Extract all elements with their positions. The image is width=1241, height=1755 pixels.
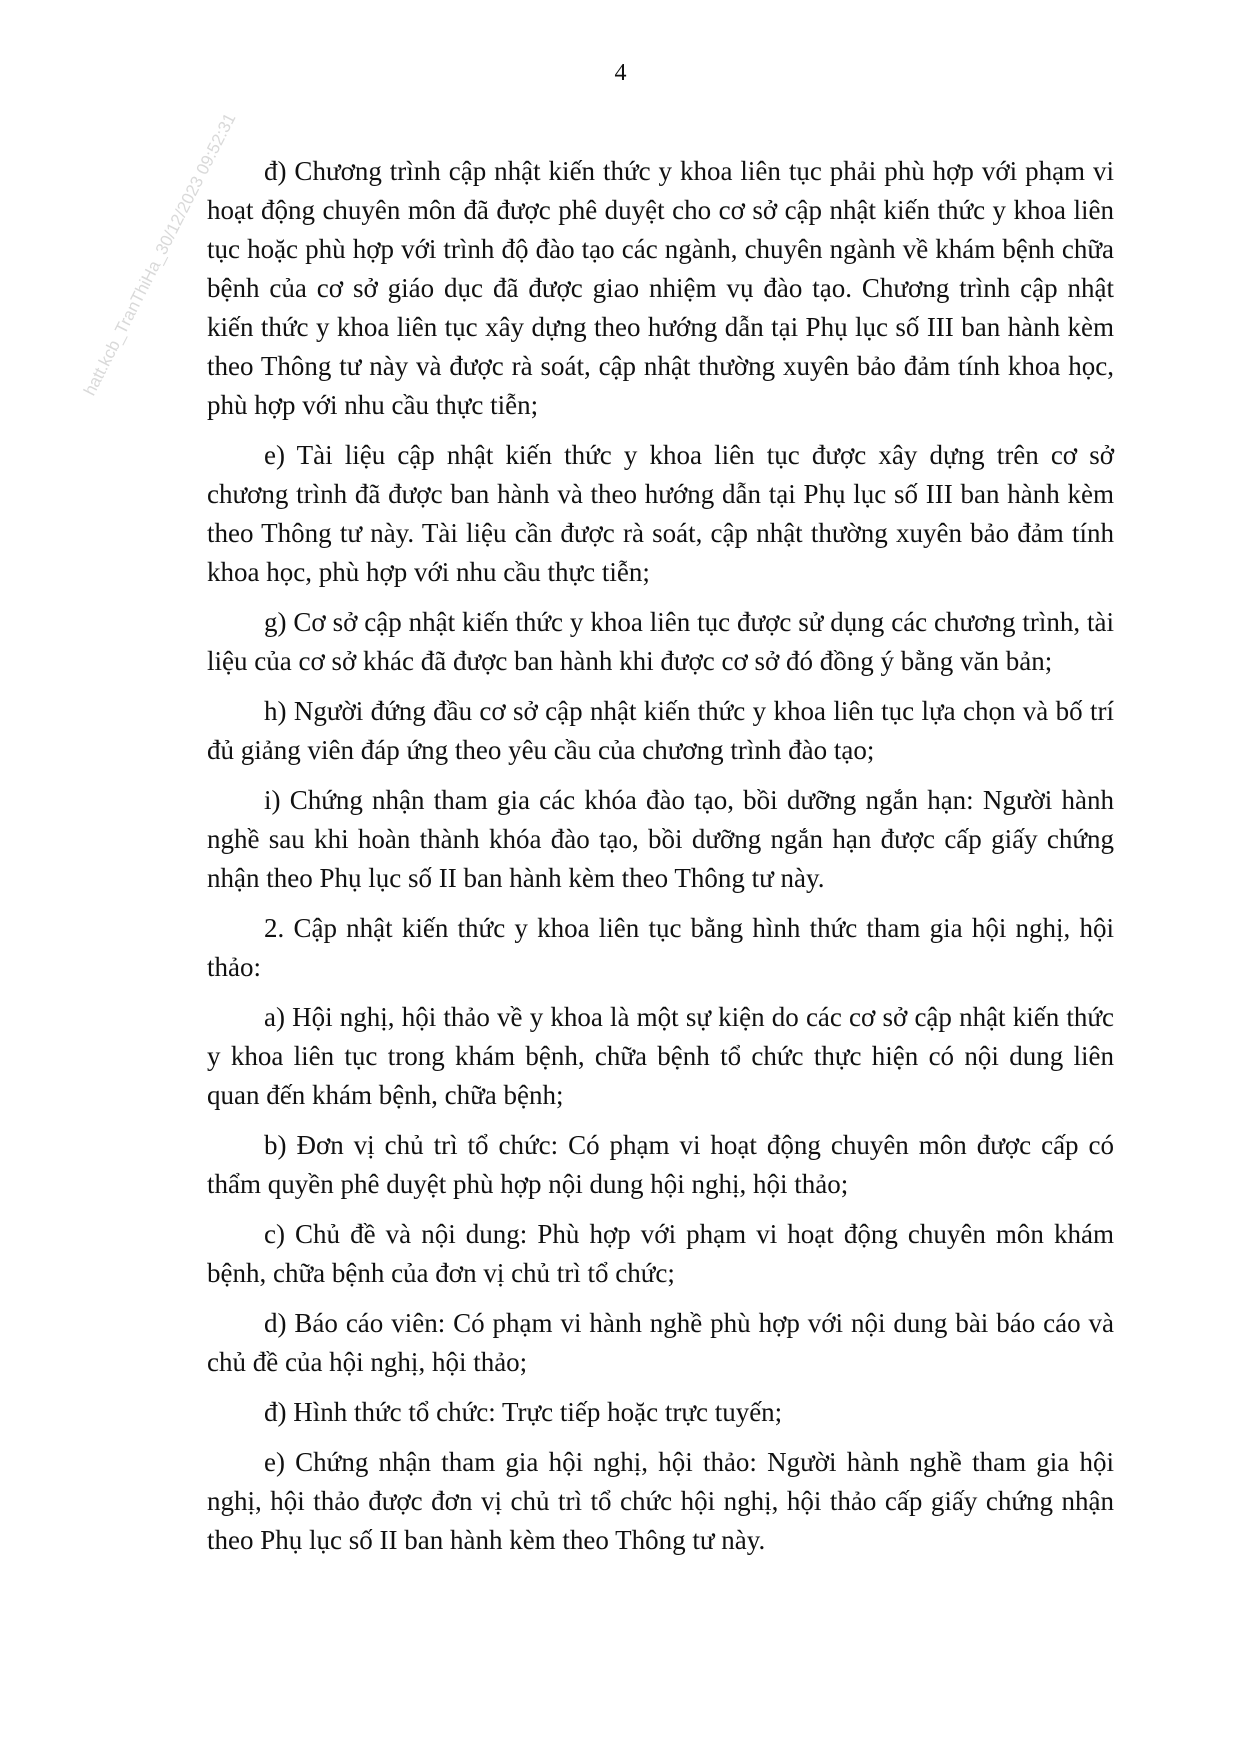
paragraph-i-certificate: i) Chứng nhận tham gia các khóa đào tạo, bồi dưỡng ngắn hạn: Người hành nghề sau khi hoàn thành khóa đào tạo, bồi dưỡng ngắn hạn được cấp giấy chứng nhận theo Phụ lục số II ban hành kèm theo Thông tư này. (207, 785, 1114, 893)
paragraph-e-conference-certificate: e) Chứng nhận tham gia hội nghị, hội thảo: Người hành nghề tham gia hội nghị, hội thảo được đơn vị chủ trì tổ chức hội nghị, hội thảo cấp giấy chứng nhận theo Phụ lục số II ban hành kèm theo Thông tư này. (207, 1447, 1114, 1555)
paragraph-d-speakers: d) Báo cáo viên: Có phạm vi hành nghề phù hợp với nội dung bài báo cáo và chủ đề của hội nghị, hội thảo; (207, 1308, 1114, 1377)
paragraph-d-bar-program: đ) Chương trình cập nhật kiến thức y khoa liên tục phải phù hợp với phạm vi hoạt động chuyên môn đã được phê duyệt cho cơ sở cập nhật kiến thức y khoa liên tục hoặc phù hợp với trình độ đào tạo các ngành, chuyên ngành về khám bệnh chữa bệnh của cơ sở giáo dục đã được giao nhiệm vụ đào tạo. Chương trình cập nhật kiến thức y khoa liên tục xây dựng theo hướng dẫn tại Phụ lục số III ban hành kèm theo Thông tư này và được rà soát, cập nhật thường xuyên bảo đảm tính khoa học, phù hợp với nhu cầu thực tiễn; (207, 156, 1114, 420)
watermark: hatt.kcb_TranThiHa_30/12/2023 09:52:31 (80, 110, 240, 399)
page-number: 4 (614, 60, 627, 86)
paragraph-2-conferences: 2. Cập nhật kiến thức y khoa liên tục bằng hình thức tham gia hội nghị, hội thảo: (207, 913, 1114, 982)
paragraph-h-lecturers: h) Người đứng đầu cơ sở cập nhật kiến thức y khoa liên tục lựa chọn và bố trí đủ giảng viên đáp ứng theo yêu cầu của chương trình đào tạo; (207, 696, 1114, 765)
paragraph-d-bar-format: đ) Hình thức tổ chức: Trực tiếp hoặc trực tuyến; (264, 1397, 783, 1427)
paragraph-g-other-programs: g) Cơ sở cập nhật kiến thức y khoa liên tục được sử dụng các chương trình, tài liệu của cơ sở khác đã được ban hành khi được cơ sở đó đồng ý bằng văn bản; (207, 607, 1114, 676)
paragraph-c-topics: c) Chủ đề và nội dung: Phù hợp với phạm vi hoạt động chuyên môn khám bệnh, chữa bệnh của đơn vị chủ trì tổ chức; (207, 1219, 1114, 1288)
paragraph-a-conference-definition: a) Hội nghị, hội thảo về y khoa là một sự kiện do các cơ sở cập nhật kiến thức y khoa liên tục trong khám bệnh, chữa bệnh tổ chức thực hiện có nội dung liên quan đến khám bệnh, chữa bệnh; (207, 1002, 1114, 1110)
paragraph-e-materials: e) Tài liệu cập nhật kiến thức y khoa liên tục được xây dựng trên cơ sở chương trình đã được ban hành và theo hướng dẫn tại Phụ lục số III ban hành kèm theo Thông tư này. Tài liệu cần được rà soát, cập nhật thường xuyên bảo đảm tính khoa học, phù hợp với nhu cầu thực tiễn; (207, 440, 1114, 587)
document-body (207, 152, 1114, 1571)
paragraph-b-organizer: b) Đơn vị chủ trì tổ chức: Có phạm vi hoạt động chuyên môn được cấp có thẩm quyền phê duyệt phù hợp nội dung hội nghị, hội thảo; (207, 1130, 1114, 1199)
